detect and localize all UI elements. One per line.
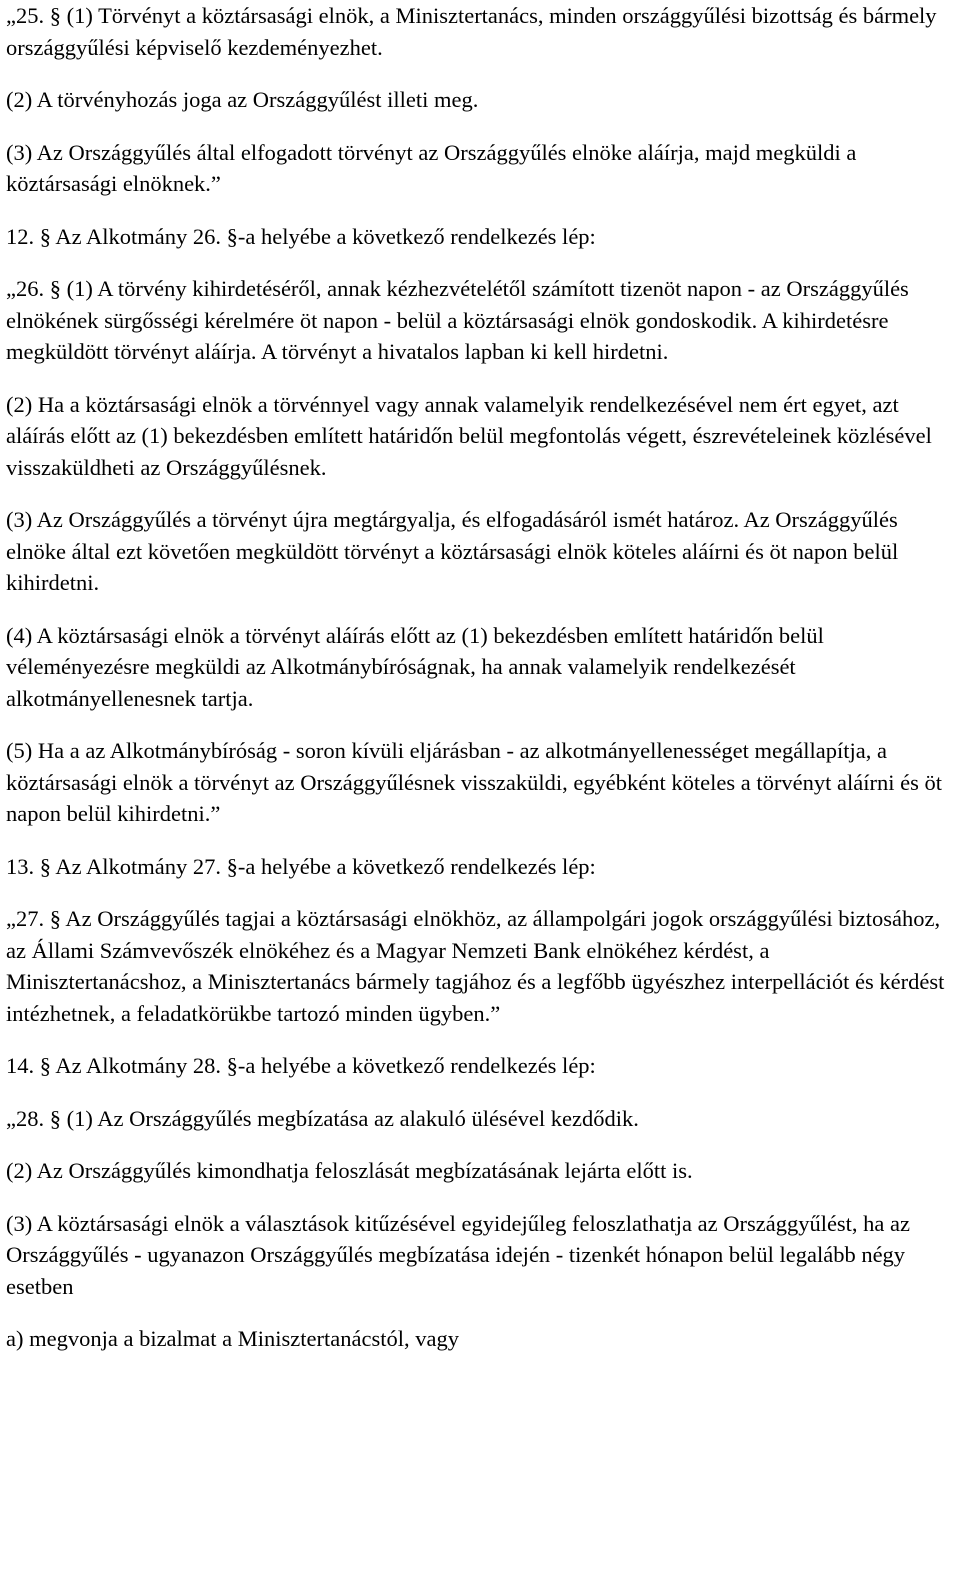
paragraph-25-3: (3) Az Országgyűlés által elfogadott törvényt az Országgyűlés elnöke aláírja, majd megküldi a köztársasági elnöknek.” <box>6 139 857 196</box>
paragraph-26-2: (2) Ha a köztársasági elnök a törvénnyel vagy annak valamelyik rendelkezésével nem ért egyet, azt aláírás előtt az (1) bekezdésben említett határidőn belül megfontolás végett, észrevételeinek közlésével visszaküldheti az Országgyűlésnek. <box>6 391 932 480</box>
paragraph-28-1: „28. § (1) Az Országgyűlés megbízatása az alakuló ülésével kezdődik. <box>6 1105 639 1131</box>
paragraph-28-3-a: a) megvonja a bizalmat a Minisztertanácstól, vagy <box>6 1326 459 1351</box>
paragraph-25-2: (2) A törvényhozás joga az Országgyűlést illeti meg. <box>6 87 479 112</box>
paragraph-25-1: „25. § (1) Törvényt a köztársasági elnök, a Minisztertanács, minden országgyűlési bizottság és bármely országgyűlési képviselő kezdeményezhet. <box>6 3 937 60</box>
paragraph-26-1: „26. § (1) A törvény kihirdetéséről, annak kézhezvételétől számított tizenöt napon - az Országgyűlés elnökének sürgősségi kérelmére öt napon - belül a köztársasági elnök gondoskodik. A kihirdetésre megküldött törvényt aláírja. A törvényt a hivatalos lapban ki kell hirdetni. <box>6 276 909 364</box>
paragraph-28-2: (2) Az Országgyűlés kimondhatja feloszlását megbízatásának lejárta előtt is. <box>6 1158 693 1183</box>
document-page <box>6 0 950 1376</box>
paragraph-26-5: (5) Ha a az Alkotmánybíróság - soron kívüli eljárásban - az alkotmányellenességet megállapítja, a köztársasági elnök a törvényt az Országgyűlésnek visszaküldi, egyébként köteles a törvényt aláírni és öt napon belül kihirdetni.” <box>6 738 942 826</box>
paragraph-26-4: (4) A köztársasági elnök a törvényt aláírás előtt az (1) bekezdésben említett határidőn belül véleményezésre megküldi az Alkotmánybíróságnak, ha annak valamelyik rendelkezését alkotmányellenesnek tartja. <box>6 622 824 711</box>
section-14-heading: 14. § Az Alkotmány 28. §-a helyébe a következő rendelkezés lép: <box>6 1053 596 1078</box>
paragraph-28-3: (3) A köztársasági elnök a választások kitűzésével egyidejűleg feloszlathatja az Országgyűlést, ha az Országgyűlés - ugyanazon Országgyűlés megbízatása idején - tizenkét hónapon belül legalább négy esetben <box>6 1210 911 1299</box>
paragraph-27: „27. § Az Országgyűlés tagjai a köztársasági elnökhöz, az állampolgári jogok országgyűlési biztosához, az Állami Számvevőszék elnökéhez és a Magyar Nemzeti Bank elnökéhez kérdést, a Minisztertanácshoz, a Minisztertanács bármely tagjához és a legfőbb ügyészhez interpellációt és kérdést intézhetnek, a feladatkörükbe tartozó minden ügyben.” <box>6 906 945 1026</box>
section-12-heading: 12. § Az Alkotmány 26. §-a helyébe a következő rendelkezés lép: <box>6 223 596 249</box>
section-13-heading: 13. § Az Alkotmány 27. §-a helyébe a következő rendelkezés lép: <box>6 853 596 879</box>
paragraph-26-3: (3) Az Országgyűlés a törvényt újra megtárgyalja, és elfogadásáról ismét határoz. Az Országgyűlés elnöke által ezt követően megküldött törvényt a köztársasági elnök köteles aláírni és öt napon belül kihirdetni. <box>6 507 899 595</box>
